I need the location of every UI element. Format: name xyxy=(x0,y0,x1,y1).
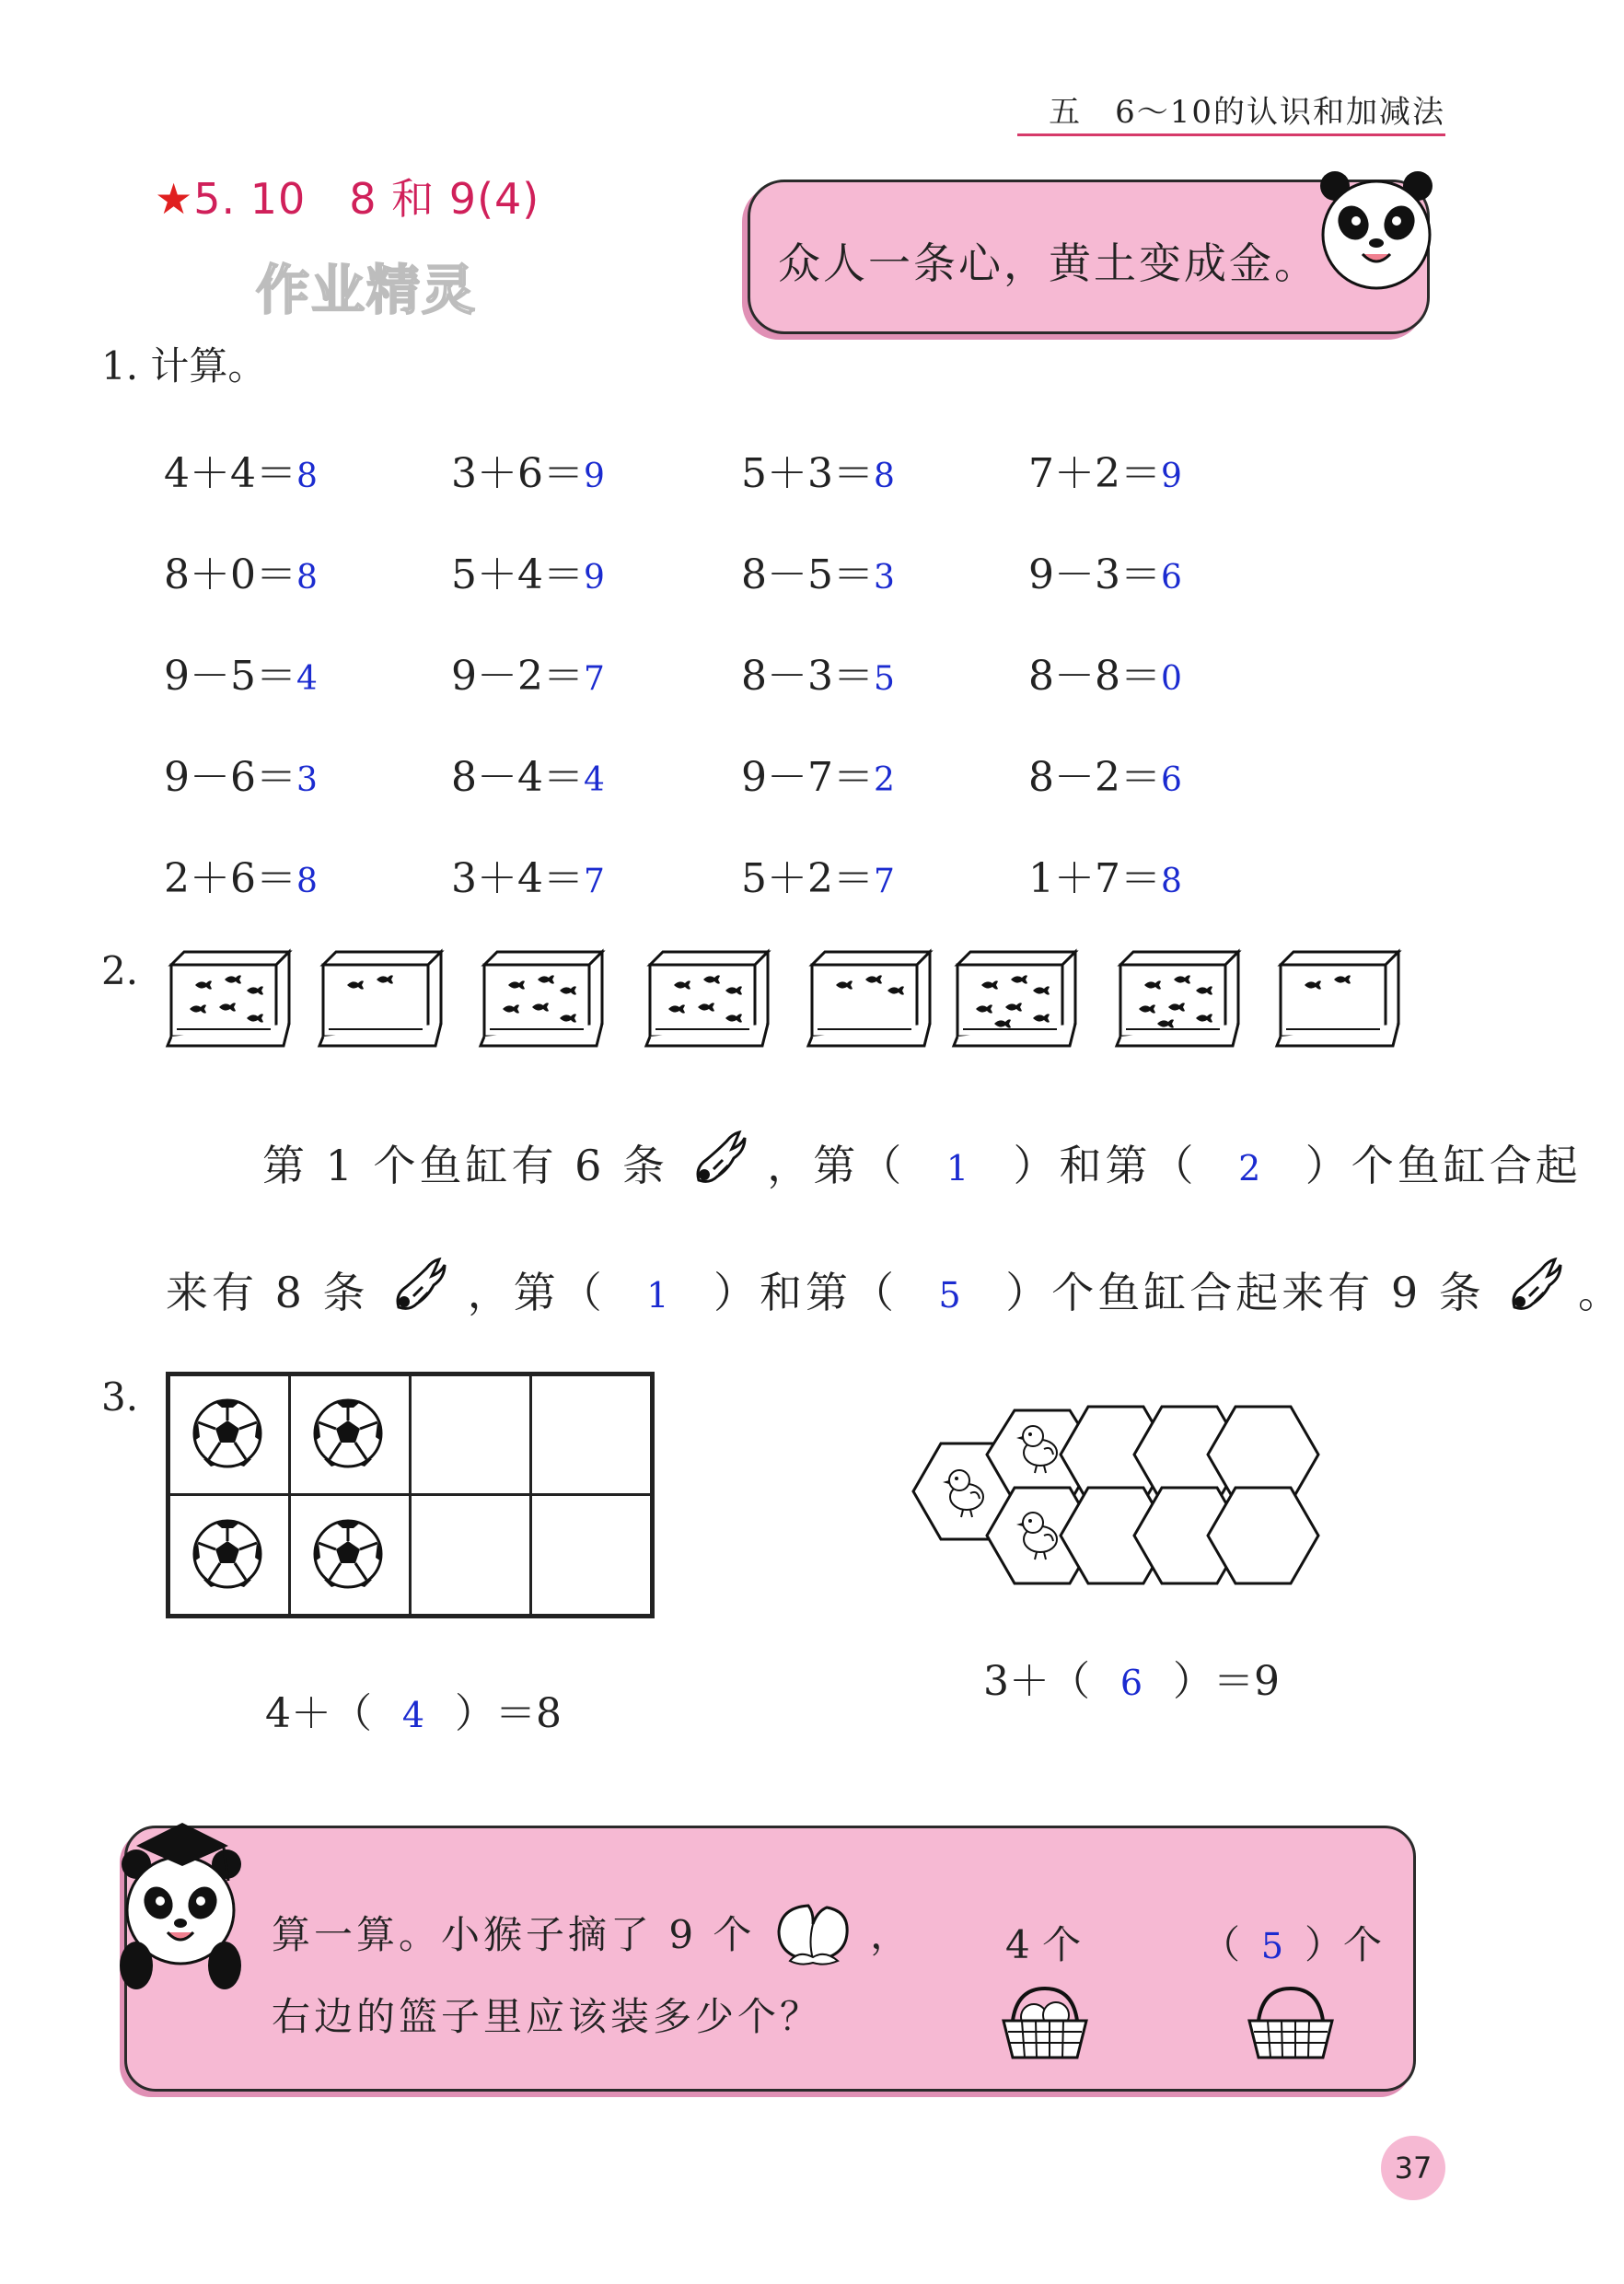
equation-expression: 5＋4＝ xyxy=(451,551,584,598)
q3-left-equation xyxy=(265,1680,562,1739)
bonus-text: （ xyxy=(1201,1922,1241,1967)
fish-tank xyxy=(646,948,764,1044)
equation-answer: 8 xyxy=(296,559,318,597)
equation-expression: 9－5＝ xyxy=(164,653,296,700)
equation xyxy=(451,541,605,600)
q2-text: 第 1 个鱼缸有 6 条 xyxy=(262,1141,669,1190)
star-icon: ★ xyxy=(155,174,194,224)
equation-expression: 9－3＝ xyxy=(1028,551,1161,598)
equation xyxy=(451,440,605,499)
q2-text: ，第（ xyxy=(467,1268,606,1317)
equation-answer: 7 xyxy=(584,660,605,698)
equation-expression: 4＋4＝ xyxy=(164,450,296,497)
answer-blank: 6 xyxy=(1119,1663,1143,1703)
equation-expression: 5＋2＝ xyxy=(741,855,874,902)
fish-tank xyxy=(1277,948,1395,1044)
page-number: 37 xyxy=(1381,2136,1445,2200)
goldfish-icon xyxy=(686,1123,750,1193)
chapter-header: 五 6～10的认识和加减法 xyxy=(1049,94,1445,131)
answer-blank: 5 xyxy=(1260,1926,1284,1966)
equation-expression: 9－6＝ xyxy=(164,754,296,801)
equation xyxy=(1028,845,1182,904)
q3-right-equation xyxy=(983,1648,1280,1707)
panda-scholar-icon xyxy=(99,1809,265,2002)
equation xyxy=(164,744,318,803)
equation-answer: 7 xyxy=(874,863,895,900)
equation-answer: 2 xyxy=(874,761,895,799)
equation-expression: 8－3＝ xyxy=(741,653,874,700)
bonus-text: 算一算。小猴子摘了 9 个 xyxy=(272,1912,756,1957)
equation xyxy=(451,643,605,701)
grid-cell xyxy=(410,1374,531,1495)
equation-expression: 3＋6＝ xyxy=(451,450,584,497)
right-basket-label xyxy=(1201,1915,1382,1970)
equation-expression: 8－8＝ xyxy=(1028,653,1161,700)
equation xyxy=(1028,541,1182,600)
soccer-ball-icon xyxy=(311,1517,387,1593)
equation xyxy=(1028,440,1182,499)
equation xyxy=(741,440,895,499)
answer-blank: 2 xyxy=(1238,1148,1265,1188)
equation xyxy=(164,845,318,904)
q2-text: ）个鱼缸合起 xyxy=(1305,1141,1582,1190)
equation-expression: 8－2＝ xyxy=(1028,754,1161,801)
goldfish-icon xyxy=(1502,1250,1560,1320)
equation-answer: 9 xyxy=(1161,458,1182,495)
panda-icon xyxy=(1305,166,1444,295)
motto-text: 众人一条心，黄土变成金。 xyxy=(778,238,1319,288)
equation xyxy=(451,845,605,904)
equation xyxy=(451,744,605,803)
equation xyxy=(1028,744,1182,803)
equation xyxy=(164,541,318,600)
equation-answer: 8 xyxy=(296,458,318,495)
equation xyxy=(164,643,318,701)
equation xyxy=(741,541,895,600)
hexagon-grid xyxy=(893,1409,1363,1593)
answer-blank: 5 xyxy=(938,1275,965,1316)
equation-expression: 7＋2＝ xyxy=(1028,450,1161,497)
left-basket-label: 4 个 xyxy=(1005,1922,1082,1967)
equation-answer: 8 xyxy=(296,863,318,900)
equation-answer: 5 xyxy=(874,660,895,698)
equation-answer: 4 xyxy=(296,660,318,698)
fish-tank xyxy=(954,948,1072,1044)
equation-expression: 9－2＝ xyxy=(451,653,584,700)
grid-cell xyxy=(410,1494,531,1616)
q2-text: 。 xyxy=(1578,1268,1624,1317)
equation-answer: 0 xyxy=(1161,660,1182,698)
fish-tank xyxy=(808,948,926,1044)
lesson-title-text: 5. 10 8 和 9(4) xyxy=(193,174,540,224)
equation-answer: 4 xyxy=(584,761,605,799)
eq-text: 3＋（ xyxy=(983,1658,1090,1705)
bonus-line-2: 右边的篮子里应该装多少个？ xyxy=(272,1994,823,2039)
q2-text: 来有 8 条 xyxy=(166,1268,369,1317)
grid-cell xyxy=(530,1494,652,1616)
equation xyxy=(164,440,318,499)
ten-frame-grid xyxy=(166,1372,655,1618)
fish-tank xyxy=(319,948,437,1044)
equation-answer: 9 xyxy=(584,458,605,495)
soccer-ball-icon xyxy=(191,1397,266,1472)
lesson-title xyxy=(155,166,539,226)
equation xyxy=(1028,643,1182,701)
q2-text: ）和第（ xyxy=(713,1268,899,1317)
soccer-ball-icon xyxy=(191,1517,266,1593)
equation-answer: 3 xyxy=(874,559,895,597)
empty-basket-icon xyxy=(1245,1984,1346,2067)
fish-tank xyxy=(168,948,285,1044)
equation-answer: 8 xyxy=(874,458,895,495)
goldfish-icon xyxy=(386,1250,450,1320)
bonus-line-1 xyxy=(272,1896,912,1966)
equation-expression: 5＋3＝ xyxy=(741,450,874,497)
equation xyxy=(741,744,895,803)
equation xyxy=(741,643,895,701)
equation-expression: 9－7＝ xyxy=(741,754,874,801)
eq-text: ）＝8 xyxy=(455,1690,562,1737)
bonus-text: ）个 xyxy=(1305,1922,1383,1967)
answer-blank: 1 xyxy=(646,1275,673,1316)
q2-line-1 xyxy=(262,1123,1582,1193)
equation-answer: 8 xyxy=(1161,863,1182,900)
eq-text: 4＋（ xyxy=(265,1690,372,1737)
equation-expression: 8－4＝ xyxy=(451,754,584,801)
answer-blank: 1 xyxy=(945,1148,972,1188)
eq-text: ）＝9 xyxy=(1173,1658,1280,1705)
q1-label: 1. 计算。 xyxy=(101,343,267,388)
equation-answer: 9 xyxy=(584,559,605,597)
bonus-text: ， xyxy=(870,1912,913,1957)
equation-expression: 1＋7＝ xyxy=(1028,855,1161,902)
header-underline xyxy=(1017,133,1445,136)
equation-expression: 8－5＝ xyxy=(741,551,874,598)
watermark: 作业精灵 xyxy=(256,259,478,321)
q2-text: ，第（ xyxy=(767,1141,906,1190)
answer-blank: 4 xyxy=(401,1695,425,1735)
equation-expression: 2＋6＝ xyxy=(164,855,296,902)
soccer-ball-icon xyxy=(311,1397,387,1472)
equation-expression: 8＋0＝ xyxy=(164,551,296,598)
q2-label: 2. xyxy=(101,948,139,993)
equation-answer: 6 xyxy=(1161,761,1182,799)
peach-icon xyxy=(771,1896,854,1966)
equation-expression: 3＋4＝ xyxy=(451,855,584,902)
basket-with-peaches-icon xyxy=(999,1984,1100,2067)
grid-cell xyxy=(530,1374,652,1495)
q2-text: ）和第（ xyxy=(1013,1141,1198,1190)
q2-line-2 xyxy=(166,1250,1624,1320)
equation-answer: 7 xyxy=(584,863,605,900)
equation-answer: 3 xyxy=(296,761,318,799)
q3-label: 3. xyxy=(101,1374,139,1420)
equation-answer: 6 xyxy=(1161,559,1182,597)
equation xyxy=(741,845,895,904)
fish-tank xyxy=(481,948,598,1044)
q2-text: ）个鱼缸合起来有 9 条 xyxy=(1005,1268,1485,1317)
fish-tank xyxy=(1117,948,1235,1044)
